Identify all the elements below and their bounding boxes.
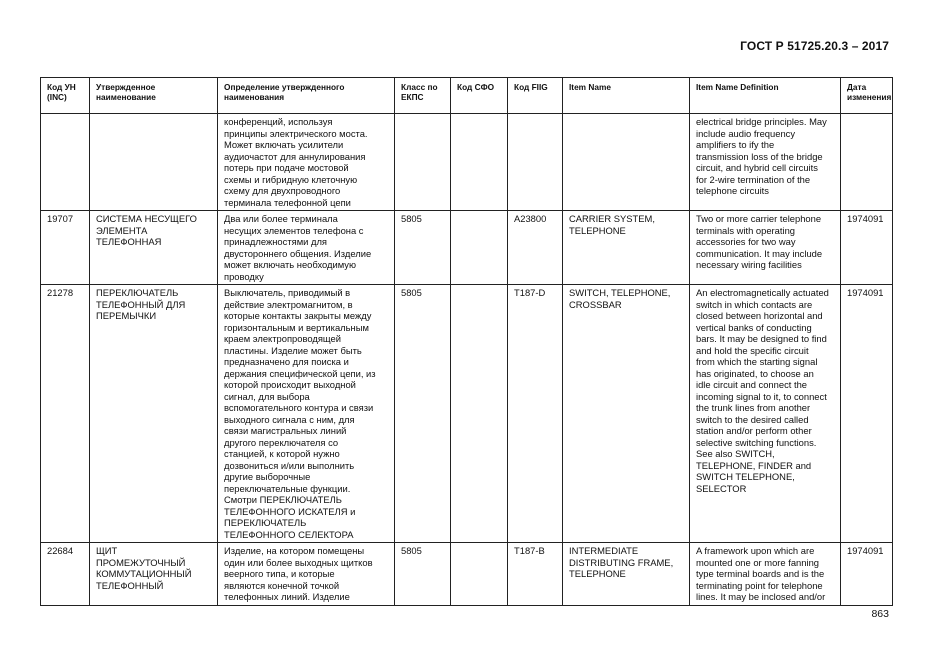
cell-sfo-code xyxy=(451,114,508,211)
cell-approved-name: ЩИТ ПРОМЕЖУТОЧНЫЙ КОММУТАЦИОННЫЙ ТЕЛЕФОННЫЙ xyxy=(90,543,218,606)
cell-fiig-code xyxy=(508,114,563,211)
cell-sfo-code xyxy=(451,211,508,285)
table-row xyxy=(41,114,893,211)
cell-item-name-definition: A framework upon which are mounted one or more fanning type terminal boards and is the terminating point for telephone lines. It may be inclosed and/or xyxy=(690,543,841,606)
cell-approved-definition: Выключатель, приводимый в действие электромагнитом, в которые контакты закрыты между горизонтальным и вертикальным краем электропроводящей пластины. Изделие может быть предназначено для поиска и держания специфической цепи, из которой происходит выходной сигнал, для выбора вспомогательного контура и связи выходного сигнала с ним, для связи магистральных линий другого переключателя со станцией, к которой нужно дозвониться и/или выполнить другие выборочные переключательные функции. Смотри ПЕРЕКЛЮЧАТЕЛЬ ТЕЛЕФОННОГО ИСКАТЕЛЯ и ПЕРЕКЛЮЧАТЕЛЬ ТЕЛЕФОННОГО СЕЛЕКТОРА xyxy=(218,285,395,543)
cell-inc xyxy=(41,114,90,211)
column-header-fiig-code: Код FIIG xyxy=(508,78,563,114)
cell-fiig-code: A23800 xyxy=(508,211,563,285)
page-number: 863 xyxy=(871,608,889,620)
cell-sfo-code xyxy=(451,285,508,543)
column-header-item-name-definition: Item Name Definition xyxy=(690,78,841,114)
cell-inc: 21278 xyxy=(41,285,90,543)
cell-ekps-class: 5805 xyxy=(395,543,451,606)
column-header-approved-name: Утвержденное наименование xyxy=(90,78,218,114)
table-row xyxy=(41,211,893,285)
cell-fiig-code: T187-B xyxy=(508,543,563,606)
cell-item-name xyxy=(563,114,690,211)
cell-item-name: INTERMEDIATE DISTRIBUTING FRAME, TELEPHONE xyxy=(563,543,690,606)
cell-inc: 19707 xyxy=(41,211,90,285)
column-header-approved-definition: Определение утвержденного наименования xyxy=(218,78,395,114)
cell-approved-name xyxy=(90,114,218,211)
cell-approved-name: ПЕРЕКЛЮЧАТЕЛЬ ТЕЛЕФОННЫЙ ДЛЯ ПЕРЕМЫЧКИ xyxy=(90,285,218,543)
cell-approved-definition: Изделие, на котором помещены один или более выходных щитков веерного типа, и которые являются конечной точкой телефонных линий. Изделие xyxy=(218,543,395,606)
cell-change-date xyxy=(841,114,893,211)
column-header-inc: Код УН (INC) xyxy=(41,78,90,114)
cell-ekps-class xyxy=(395,114,451,211)
column-header-item-name: Item Name xyxy=(563,78,690,114)
column-header-ekps-class: Класс по ЕКПС xyxy=(395,78,451,114)
cell-ekps-class: 5805 xyxy=(395,211,451,285)
cell-sfo-code xyxy=(451,543,508,606)
table-header-row xyxy=(41,78,893,114)
cell-item-name: CARRIER SYSTEM, TELEPHONE xyxy=(563,211,690,285)
cell-change-date: 1974091 xyxy=(841,211,893,285)
column-header-change-date: Дата изменения xyxy=(841,78,893,114)
cell-approved-definition: Два или более терминала несущих элементов телефона с принадлежностями для двустороннего общения. Изделие может включать необходимую проводку xyxy=(218,211,395,285)
cell-approved-definition: конференций, используя принципы электрического моста. Может включать усилители аудиочастот для аннулирования потерь при подаче мостовой схемы и гибридную клеточную схему для двухпроводного терминала телефонной цепи xyxy=(218,114,395,211)
cell-item-name: SWITCH, TELEPHONE, CROSSBAR xyxy=(563,285,690,543)
cell-item-name-definition: electrical bridge principles. May include audio frequency amplifiers to ify the transmission loss of the bridge circuit, and hybrid cell circuits for 2-wire termination of the telephone circuits xyxy=(690,114,841,211)
cell-change-date: 1974091 xyxy=(841,543,893,606)
cell-ekps-class: 5805 xyxy=(395,285,451,543)
cell-item-name-definition: An electromagnetically actuated switch in which contacts are closed between horizontal and vertical banks of conducting bars. It may be designed to find and hold the specific circuit from which the starting signal has originated, to choose an idle circuit and connect the incoming signal to it, to connect the trunk lines from another switch to the desired called station and/or perform other selective switching functions. See also SWITCH, TELEPHONE, FINDER and SWITCH TELEPHONE, SELECTOR xyxy=(690,285,841,543)
cell-item-name-definition: Two or more carrier telephone terminals with operating accessories for two way communication. It may include necessary wiring facilities xyxy=(690,211,841,285)
cell-fiig-code: T187-D xyxy=(508,285,563,543)
cell-change-date: 1974091 xyxy=(841,285,893,543)
column-header-sfo-code: Код СФО xyxy=(451,78,508,114)
cell-inc: 22684 xyxy=(41,543,90,606)
cell-approved-name: СИСТЕМА НЕСУЩЕГО ЭЛЕМЕНТА ТЕЛЕФОННАЯ xyxy=(90,211,218,285)
table-row xyxy=(41,543,893,606)
item-names-table xyxy=(40,77,893,606)
table-row xyxy=(41,285,893,543)
document-standard-header: ГОСТ Р 51725.20.3 – 2017 xyxy=(740,39,889,53)
